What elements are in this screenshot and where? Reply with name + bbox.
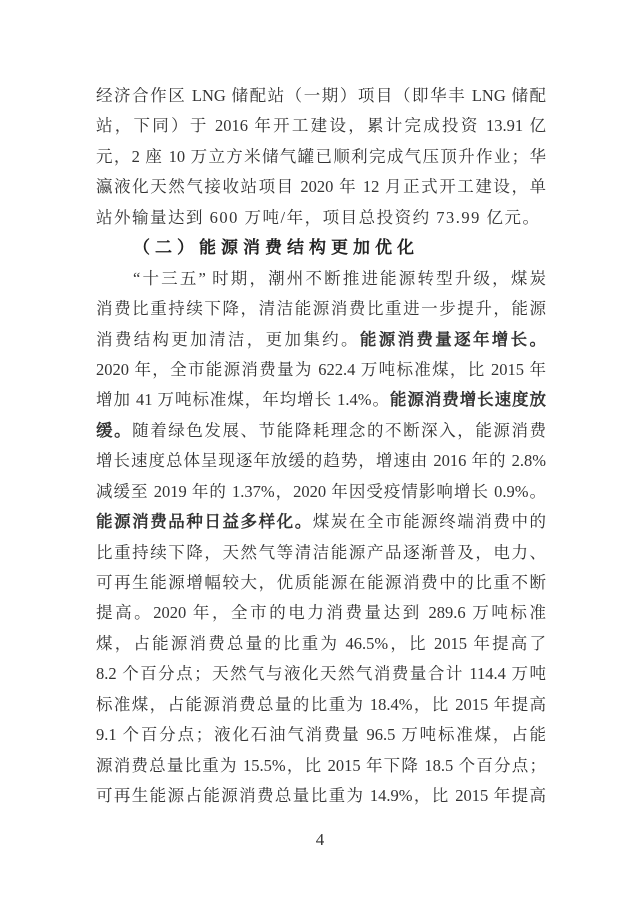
text-line — [96, 538, 546, 568]
text-run: 随着绿色发展、节能降耗理念的不断深入，能源消费 — [132, 420, 546, 440]
text-line — [96, 629, 546, 659]
text-line — [96, 111, 546, 141]
text-run: 消费结构更加清洁，更加集约。 — [96, 329, 360, 349]
text-run: 可再生能源占能源消费总量比重为 14.9%，比 2015 年提高 — [96, 786, 546, 806]
page-number: 4 — [315, 830, 325, 849]
text-line — [96, 690, 546, 720]
text-run-bold: 能源消费增长速度放 — [389, 390, 546, 410]
text-run: 比重持续下降，天然气等清洁能源产品逐渐普及，电力、 — [96, 542, 546, 562]
text-run: 提高。2020 年，全市的电力消费量达到 289.6 万吨标准 — [96, 603, 546, 623]
text-run: 减缓至 2019 年的 1.37%，2020 年因受疫情影响增长 0.9%。 — [96, 481, 546, 501]
text-line — [96, 81, 546, 111]
text-line — [96, 385, 546, 415]
text-run: 标准煤，占能源消费总量的比重为 18.4%，比 2015 年提高 — [96, 694, 546, 714]
text-run-bold: 能源消费量逐年增长。 — [359, 329, 546, 349]
text-line — [96, 355, 546, 385]
document-body — [96, 81, 546, 812]
text-run: 增长速度总体呈现逐年放缓的趋势，增速由 2016 年的 2.8% — [96, 451, 546, 471]
text-line — [96, 264, 546, 294]
text-line — [96, 781, 546, 811]
text-run-bold: 缓。 — [96, 420, 133, 440]
text-run: 煤炭在全市能源终端消费中的 — [312, 512, 546, 532]
text-run: 站外输量达到 600 万吨/年，项目总投资约 73.99 亿元。 — [96, 207, 541, 227]
text-line — [96, 598, 546, 628]
text-run: “十三五” 时期，潮州不断推进能源转型升级，煤炭 — [133, 268, 546, 288]
text-run: 8.2 个百分点；天然气与液化天然气消费量合计 114.4 万吨 — [96, 664, 546, 684]
text-line — [96, 751, 546, 781]
text-run: 源消费总量比重为 15.5%，比 2015 年下降 18.5 个百分点； — [96, 755, 546, 775]
text-line — [96, 325, 546, 355]
text-line — [96, 294, 546, 324]
text-line — [96, 568, 546, 598]
text-run: 瀛液化天然气接收站项目 2020 年 12 月正式开工建设，单 — [96, 177, 546, 197]
text-line — [96, 446, 546, 476]
text-run: 增加 41 万吨标准煤，年均增长 1.4%。 — [96, 390, 390, 410]
text-line — [96, 416, 546, 446]
text-run: 经济合作区 LNG 储配站（一期）项目（即华丰 LNG 储配 — [96, 86, 546, 105]
text-run: 可再生能源增幅较大，优质能源在能源消费中的比重不断 — [96, 573, 546, 592]
text-run: 元，2 座 10 万立方米储气罐已顺利完成气压顶升作业；华 — [96, 146, 546, 166]
text-line — [96, 659, 546, 689]
text-run-bold: （二）能源消费结构更加优化 — [133, 238, 419, 258]
text-line — [96, 477, 546, 507]
text-line — [96, 203, 546, 233]
text-line — [96, 720, 546, 750]
text-run: 煤，占能源消费总量的比重为 46.5%，比 2015 年提高了 — [96, 633, 546, 653]
text-line — [96, 172, 546, 202]
text-run: 9.1 个百分点；液化石油气消费量 96.5 万吨标准煤，占能 — [96, 725, 546, 745]
text-run: 消费比重持续下降，清洁能源消费比重进一步提升，能源 — [96, 299, 546, 319]
text-line — [96, 507, 546, 537]
section-heading — [96, 233, 546, 263]
text-run: 站，下同）于 2016 年开工建设，累计完成投资 13.91 亿 — [96, 116, 546, 136]
text-line — [96, 142, 546, 172]
text-run: 2020 年，全市能源消费量为 622.4 万吨标准煤，比 2015 年 — [96, 359, 546, 379]
text-run-bold: 能源消费品种日益多样化。 — [96, 512, 313, 532]
